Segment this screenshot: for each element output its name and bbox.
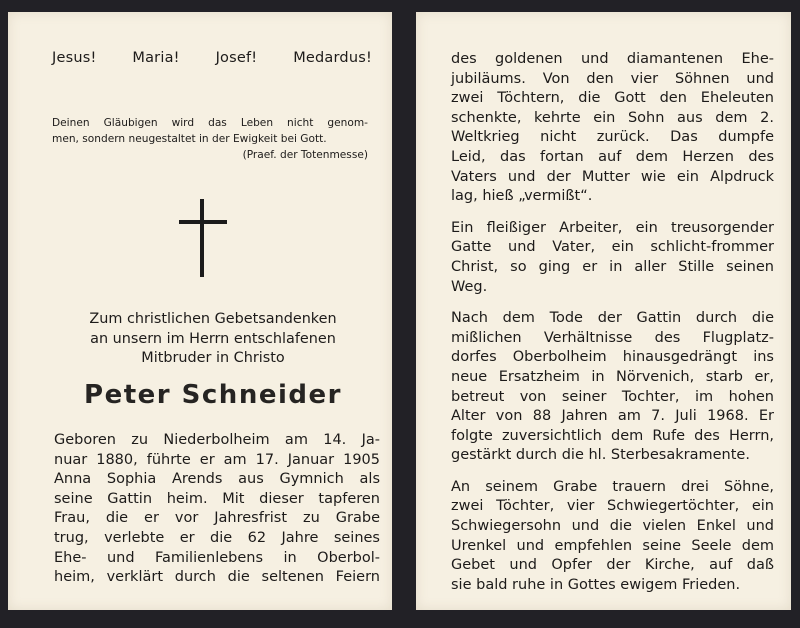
text-line: Christ, so ging er in aller Stille seinen (451, 258, 774, 275)
text-line: dorfes Oberbolheim hinausgedrängt ins (451, 349, 774, 366)
text-line: trug, verlebte er die 62 Jahre seines (54, 529, 380, 546)
paragraph-death (451, 309, 774, 466)
text-line: Ein fleißiger Arbeiter, ein treusorgender (451, 219, 774, 236)
text-line: Leid, das fortan auf dem Herzen des (451, 148, 774, 165)
quote-line: Deinen Gläubigen wird das Leben nicht genom- (52, 117, 368, 129)
text-line: Gebet und Opfer der Kirche, auf daß (451, 557, 774, 574)
text-line: Anna Sophia Arends aus Gymnich als (54, 471, 380, 488)
text-line: Weg. (451, 278, 488, 295)
text-line: Frau, die er vor Jahresfrist zu Grabe (54, 510, 380, 527)
text-line: heim, verklärt durch die seltenen Feiern (54, 569, 380, 586)
biography-continued (451, 50, 774, 607)
paragraph-family (451, 50, 774, 207)
text-line: zwei Töchtern, die Gott den Eheleuten (451, 90, 774, 107)
memorial-card-left (8, 12, 392, 610)
text-line: lag, hieß „vermißt“. (451, 188, 593, 205)
deceased-name: Peter Schneider (84, 380, 342, 410)
paragraph-character (451, 219, 774, 297)
invocation-maria: Maria! (132, 50, 180, 66)
quote-line: men, sondern neugestaltet in der Ewigkeit bei Gott. (52, 133, 327, 145)
text-line: neue Ersatzheim in Nörvenich, starb er, (451, 368, 774, 385)
dedication-line: Zum christlichen Gebetsandenken (89, 311, 337, 327)
text-line: Schwiegersohn und die vielen Enkel und (451, 518, 774, 535)
text-line: nuar 1880, führte er am 17. Januar 1905 (54, 451, 380, 468)
dedication-line: Mitbruder in Christo (141, 350, 285, 366)
text-line: Geboren zu Niederbolheim am 14. Ja- (54, 432, 380, 448)
invocation-josef: Josef! (215, 50, 258, 66)
text-line: zwei Töchter, vier Schwiegertöchter, ein (451, 498, 774, 515)
quote-source: (Praef. der Totenmesse) (242, 149, 368, 161)
text-line: Urenkel und empfehlen seine Seele dem (451, 537, 774, 554)
text-line: betreut von seiner Tochter, im hohen (451, 388, 774, 405)
text-line: An seinem Grabe trauern drei Söhne, (451, 478, 774, 495)
dedication-line: an unsern im Herrn entschlafenen (90, 330, 336, 347)
memorial-card-right (416, 12, 791, 610)
text-line: schenkte, kehrte ein Sohn aus dem 2. (451, 109, 774, 126)
text-line: mißlichen Verhältnisse des Flugplatz- (451, 329, 774, 346)
text-line: Weltkrieg nicht zurück. Das dumpfe (451, 129, 774, 146)
text-line: gestärkt durch die hl. Sterbesakramente. (451, 447, 750, 464)
text-line: Vaters und der Mutter wie ein Alpdruck (451, 168, 774, 185)
text-line: des goldenen und diamantenen Ehe- (451, 51, 774, 67)
text-line: seine Gattin heim. Mit dieser tapferen (54, 490, 380, 507)
paragraph-mourners (451, 478, 774, 596)
text-line: sie bald ruhe in Gottes ewigem Frieden. (451, 576, 741, 593)
text-line: Gatte und Vater, ein schlicht-frommer (451, 239, 774, 256)
text-line: jubiläums. Von den vier Söhnen und (451, 70, 774, 87)
biography-text (54, 431, 380, 588)
text-line: Alter von 88 Jahren am 7. Juli 1968. Er (451, 408, 774, 425)
text-line: Ehe- und Familienlebens in Oberbol- (54, 549, 380, 566)
scripture-quote (52, 115, 368, 163)
text-line: folgte zuversichtlich dem Rufe des Herrn, (451, 427, 774, 444)
invocation-jesus: Jesus! (52, 50, 97, 66)
cross-icon (179, 199, 227, 279)
invocation-line (52, 50, 372, 66)
text-line: Nach dem Tode der Gattin durch die (451, 310, 774, 327)
dedication (48, 310, 378, 369)
invocation-medardus: Medardus! (293, 50, 372, 66)
